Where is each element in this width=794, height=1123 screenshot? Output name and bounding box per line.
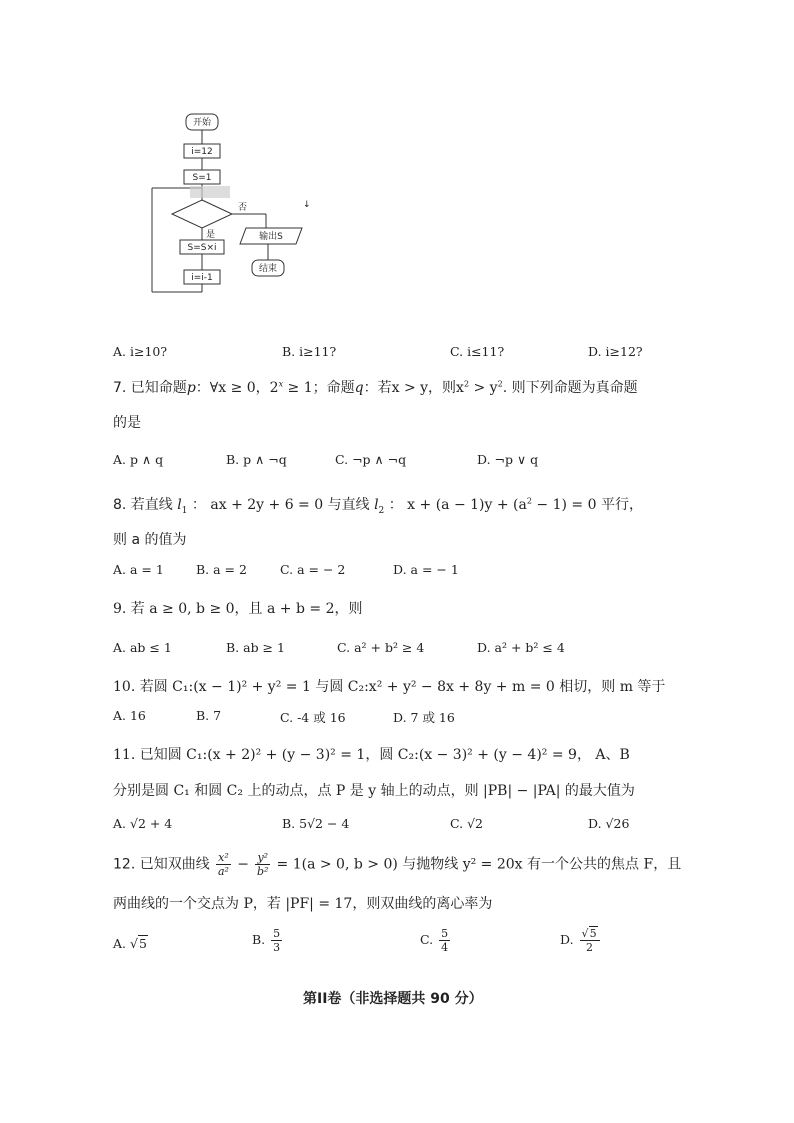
q6-option-a: A. i≥10? bbox=[113, 344, 168, 359]
q8-option-a: A. a = 1 bbox=[113, 562, 164, 577]
flowchart-init-i-label: i=12 bbox=[191, 147, 213, 157]
q9-option-d: D. a² + b² ≤ 4 bbox=[477, 640, 565, 655]
q11-option-a: A. √2 + 4 bbox=[113, 816, 173, 831]
q11-stem: 11. 已知圆 C₁:(x + 2)² + (y − 3)² = 1，圆 C₂:(x − 3)² + (y − 4)² = 9， A、B bbox=[113, 747, 630, 763]
q11-option-c: C. √2 bbox=[450, 816, 483, 831]
flowchart-init-s-label: S=1 bbox=[192, 173, 212, 183]
section-title: 第II卷（非选择题共 90 分） bbox=[303, 991, 483, 1007]
q12-stem-line2: 两曲线的一个交点为 P，若 |PF| = 17，则双曲线的离心率为 bbox=[113, 896, 493, 912]
q7-stem-line2: 的是 bbox=[113, 415, 141, 431]
q10-option-a: A. 16 bbox=[113, 708, 146, 723]
flowchart-condition-diamond bbox=[172, 200, 232, 228]
q11-stem-line2: 分别是圆 C₁ 和圆 C₂ 上的动点，点 P 是 y 轴上的动点，则 |PB| − |PA| 的最大值为 bbox=[113, 783, 635, 799]
q10-option-c: C. -4 或 16 bbox=[280, 710, 346, 725]
flowchart-update-i-label: i=i-1 bbox=[191, 273, 213, 283]
flowchart-stray-mark: ↓ bbox=[303, 200, 311, 210]
q8-option-b: B. a = 2 bbox=[196, 562, 247, 577]
q12-stem: 12. 已知双曲线 $\frac{\text{x²}}{\text{a²}}$ − $\frac{\text{y²}}{\text{b²}}$ = 1(a > 0, b > 0) 与抛物线 y² = 20x 有一个公共的焦点 F，且 bbox=[113, 851, 682, 878]
q10-option-d: D. 7 或 16 bbox=[393, 710, 455, 725]
q8-option-d: D. a = − 1 bbox=[393, 562, 459, 577]
flowchart-blur-patch bbox=[190, 186, 230, 198]
flowchart-no-label: 否 bbox=[238, 203, 248, 213]
q7-option-d: D. ¬p ∨ q bbox=[477, 452, 539, 467]
q12-fraction-y: $\frac{\text{y²}}{\text{b²}}$ bbox=[257, 851, 269, 878]
q9-option-b: B. ab ≥ 1 bbox=[226, 640, 285, 655]
q8-stem: 8. 若直线 $l_1$ ： ax + 2y + 6 = 0 与直线 $l_2$ ： $x + (a - 1)y + (a^2 - 1) = 0$ 平行， bbox=[113, 496, 643, 516]
q6-option-c: C. i≤11? bbox=[450, 344, 505, 359]
q12-fraction-x: $\frac{\text{x²}}{\text{a²}}$ bbox=[218, 851, 229, 878]
q12-option-a: A. √5 bbox=[113, 936, 147, 951]
q8-option-c: C. a = − 2 bbox=[280, 562, 346, 577]
q7-option-b: B. p ∧ ¬q bbox=[226, 452, 287, 467]
q11-option-b: B. 5√2 − 4 bbox=[282, 816, 350, 831]
q12-option-d: D. $\frac{√5}{2}$ bbox=[560, 928, 602, 953]
q11-option-d: D. √26 bbox=[588, 816, 630, 831]
flowchart-update-s-label: S=S×i bbox=[187, 243, 217, 253]
q6-option-b: B. i≥11? bbox=[282, 344, 337, 359]
q7-option-a: A. p ∧ q bbox=[113, 452, 164, 467]
q10-stem: 10. 若圆 C₁:(x − 1)² + y² = 1 与圆 C₂:x² + y² − 8x + 8y + m = 0 相切，则 m 等于 bbox=[113, 679, 666, 695]
q7-option-c: C. ¬p ∧ ¬q bbox=[335, 452, 407, 467]
q6-option-d: D. i≥12? bbox=[588, 344, 643, 359]
q12-option-c: C. $\frac{5}{4}$ bbox=[420, 927, 449, 954]
q9-option-a: A. ab ≤ 1 bbox=[113, 640, 172, 655]
q8-stem-line2: 则 a 的值为 bbox=[113, 532, 187, 548]
flowchart-start-label: 开始 bbox=[192, 118, 212, 128]
q12-option-b: B. $\frac{5}{3}$ bbox=[252, 927, 281, 954]
q10-option-b: B. 7 bbox=[196, 708, 222, 723]
q9-option-c: C. a² + b² ≥ 4 bbox=[337, 640, 425, 655]
flowchart-end-label: 结束 bbox=[258, 264, 278, 274]
flowchart-output-label: 输出S bbox=[259, 232, 283, 242]
flowchart-yes-label: 是 bbox=[206, 230, 216, 240]
q9-stem: 9. 若 a ≥ 0, b ≥ 0，且 a + b = 2，则 bbox=[113, 601, 363, 617]
flowchart-diagram bbox=[140, 110, 320, 300]
q7-stem: 7. 已知命题p：∀x ≥ 0，$2^x \ge 1$；命题q：若x > y，则$x^2 > y^2$. 则下列命题为真命题 bbox=[113, 379, 638, 396]
